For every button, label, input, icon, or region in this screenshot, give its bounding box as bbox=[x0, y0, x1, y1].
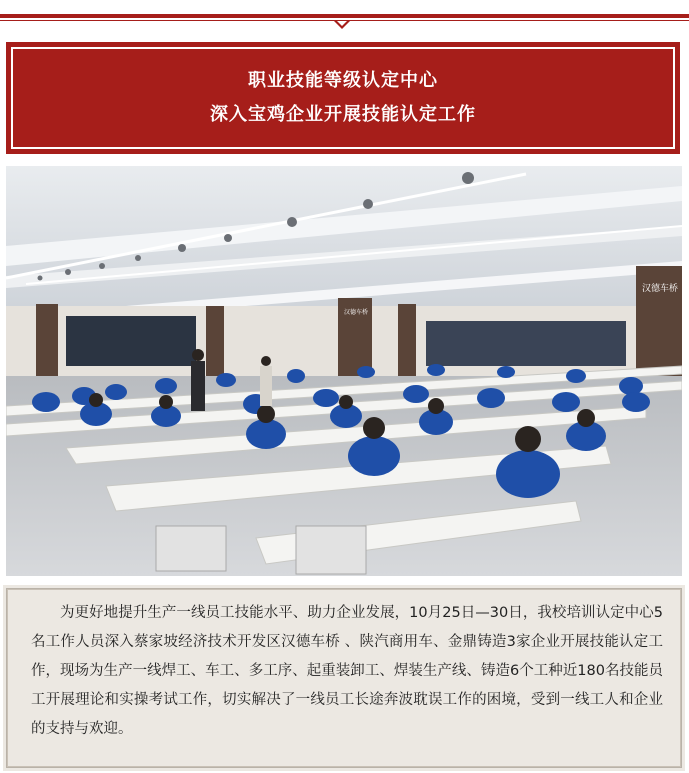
title-banner bbox=[6, 42, 680, 154]
wall-sign: 汉德车桥 bbox=[642, 284, 679, 294]
caption-panel bbox=[6, 588, 682, 768]
title-line-1: 职业技能等级认定中心 bbox=[248, 70, 438, 91]
top-divider bbox=[0, 14, 689, 18]
exam-hall-photo bbox=[6, 166, 682, 576]
svg-text:汉德车桥: 汉德车桥 bbox=[344, 309, 369, 316]
title-line-2: 深入宝鸡企业开展技能认定工作 bbox=[210, 104, 476, 125]
chevron-inner-icon bbox=[337, 21, 347, 26]
title-frame bbox=[11, 47, 675, 149]
caption-text: 为更好地提升生产一线员工技能水平、助力企业发展，10月25日—30日，我校培训认定中心5名工作人员深入蔡家坡经济技术开发区汉德车桥 、陕汽商用车、金鼎铸造3家企业开展技能认定工作，现场为生产一线焊工、车工、多工序、起重装卸工、焊装生产线、铸造6个工种近180名技能员工开展理论和实操考试工作，切实解决了一线员工长途奔波耽误工作的困境，受到一线工人和企业的支持与欢迎。 bbox=[31, 605, 663, 737]
photo-illustration bbox=[6, 166, 682, 576]
